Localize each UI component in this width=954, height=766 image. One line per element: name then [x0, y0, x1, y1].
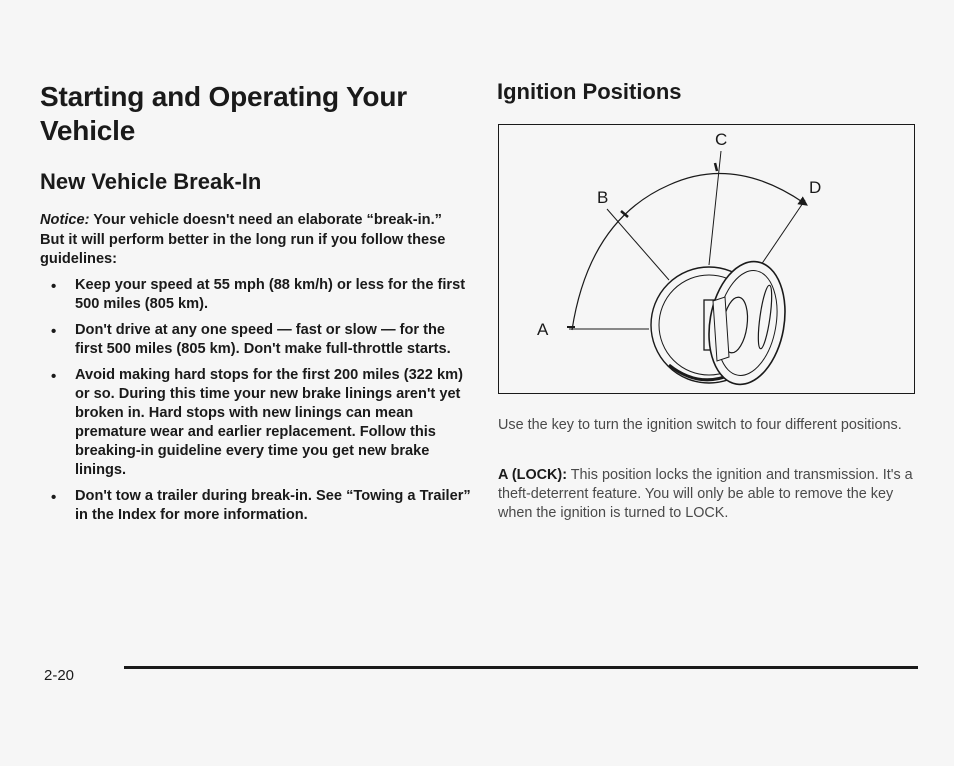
leader-line-b	[607, 209, 669, 280]
section-heading-break-in: New Vehicle Break-In	[40, 169, 262, 194]
notice-paragraph	[40, 211, 465, 270]
lock-text: This position locks the ignition and transmission. It's a theft-deterrent feature. You will only be able to remove the key when the ignition is turned to LOCK.	[498, 467, 913, 521]
ignition-diagram	[498, 124, 915, 394]
list-item-text: Avoid making hard stops for the first 200 miles (322 km) or so. During this time your new brake linings aren't yet broken in. Hard stops with new linings can mean premature wear and earlier replacement. Follow this breaking-in guideline every time you get new brake linings.	[75, 367, 463, 478]
ignition-switch-illustration	[499, 125, 914, 393]
position-label-c: C	[715, 130, 728, 149]
list-item-text: Keep your speed at 55 mph (88 km/h) or less for the first 500 miles (805 km).	[75, 277, 466, 312]
position-label-a: A	[537, 320, 549, 339]
bullet-icon: •	[51, 489, 57, 506]
ignition-intro-text: Use the key to turn the ignition switch to four different positions.	[498, 417, 902, 433]
list-item-text: Don't tow a trailer during break-in. See “Towing a Trailer” in the Index for more information.	[75, 488, 471, 523]
bullet-icon: •	[51, 278, 57, 295]
section-heading-ignition: Ignition Positions	[497, 79, 682, 104]
footer-divider	[124, 666, 918, 669]
bullet-icon: •	[51, 368, 57, 385]
guideline-list	[44, 276, 472, 532]
position-label-b: B	[597, 188, 609, 207]
notice-text: Your vehicle doesn't need an elaborate “break-in.” But it will perform better in the long run if you follow these guidelines:	[40, 212, 446, 267]
lock-term: A (LOCK):	[498, 467, 568, 483]
notice-label: Notice:	[40, 212, 90, 228]
leader-line-d	[761, 200, 805, 265]
page-title: Starting and Operating Your Vehicle	[40, 81, 407, 146]
page-number: 2-20	[44, 667, 75, 684]
list-item-text: Don't drive at any one speed — fast or slow — for the first 500 miles (805 km). Don't make full-throttle starts.	[75, 322, 451, 357]
bullet-icon: •	[51, 323, 57, 340]
arc-tick-c	[715, 163, 717, 171]
lock-description	[498, 466, 918, 523]
list-item	[44, 276, 472, 314]
list-item	[44, 366, 472, 480]
position-label-d: D	[809, 178, 822, 197]
list-item	[44, 487, 472, 525]
list-item	[44, 321, 472, 359]
